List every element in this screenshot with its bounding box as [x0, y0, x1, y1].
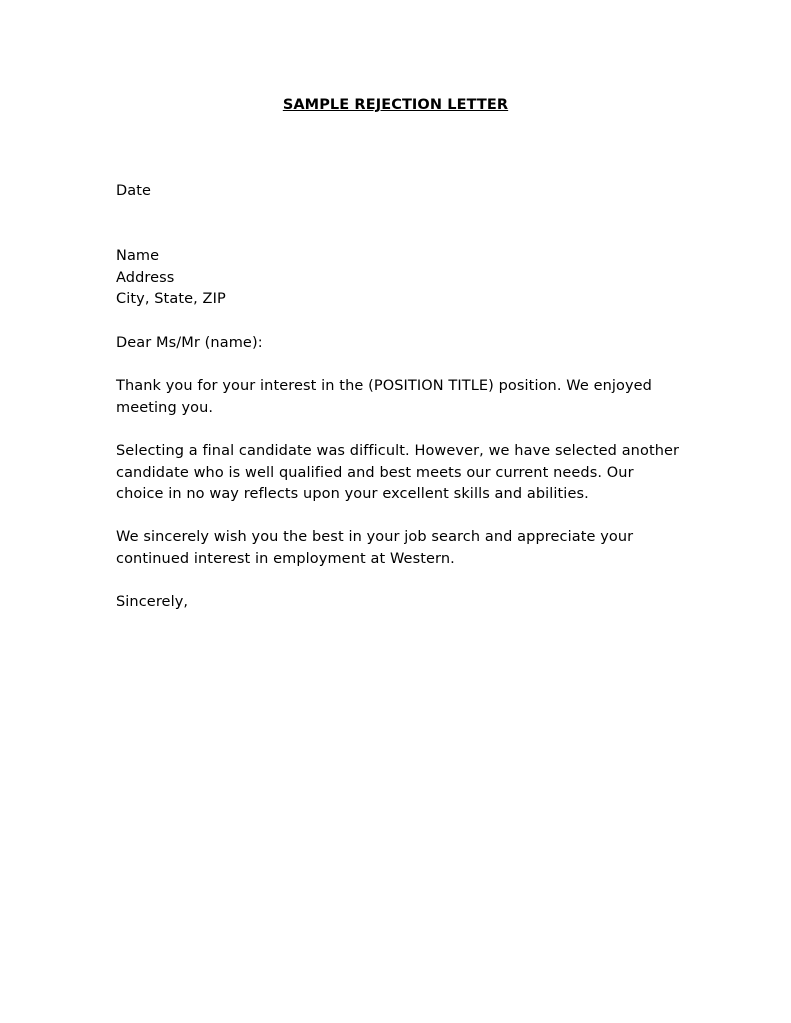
recipient-address — [116, 246, 696, 311]
paragraph-line: meeting you. — [116, 399, 214, 416]
date-line: Date — [116, 183, 152, 199]
paragraph-line: Thank you for your interest in the (POSITION TITLE) position. We enjoyed — [116, 378, 652, 394]
paragraph-line: continued interest in employment at Western. — [116, 550, 455, 567]
closing: Sincerely, — [116, 594, 189, 610]
salutation: Dear Ms/Mr (name): — [116, 335, 263, 351]
paragraph-best-wishes — [116, 527, 696, 570]
paragraph-line: choice in no way reflects upon your excellent skills and abilities. — [116, 486, 589, 502]
recipient-name: Name — [116, 248, 160, 264]
paragraph-thank-you — [116, 376, 696, 419]
recipient-street: Address — [116, 269, 175, 286]
recipient-city-state-zip: City, State, ZIP — [116, 291, 226, 307]
letter-title: SAMPLE REJECTION LETTER — [282, 97, 509, 113]
paragraph-decision — [116, 441, 696, 506]
paragraph-line: Selecting a final candidate was difficult. However, we have selected another — [116, 443, 680, 459]
paragraph-line: We sincerely wish you the best in your job search and appreciate your — [116, 529, 634, 545]
paragraph-line: candidate who is well qualified and best meets our current needs. Our — [116, 464, 634, 481]
